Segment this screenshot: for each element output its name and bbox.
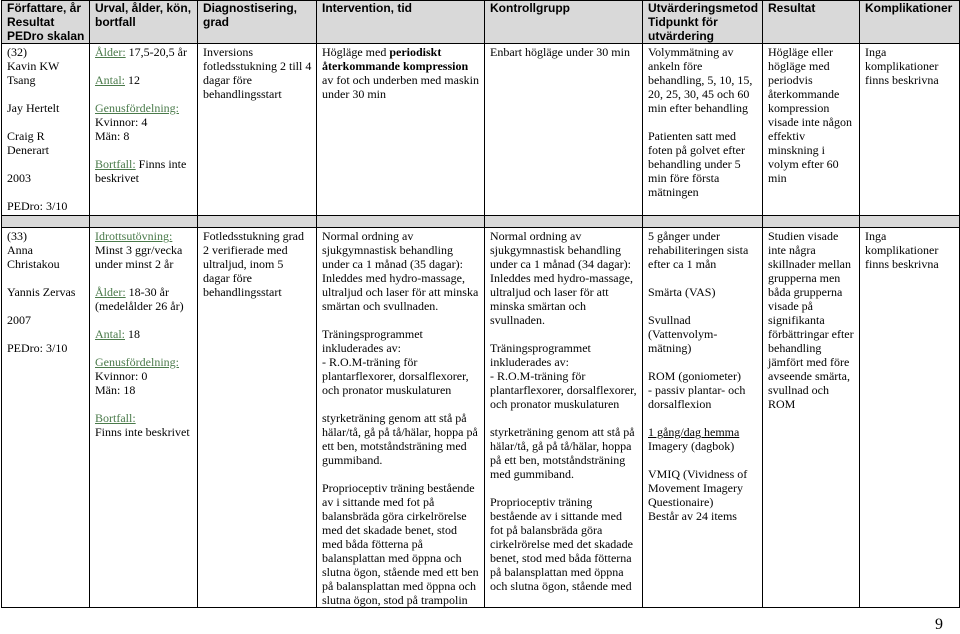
evaluation-cell: 5 gånger under rehabiliteringen sista efter ca 1 mån Smärta (VAS) Svullnad (Vattenvolym-mätning) ROM (goniometer) - passiv plantar- och dorsalflexion 1 gång/dag hemma Imagery (dagbok) VMIQ (Vividness of Movement Imagery Questionaire) Består av 24 items	[643, 228, 763, 608]
diagnosis-cell: Inversions fotledsstukning 2 till 4 dagar före behandlingsstart	[198, 44, 317, 216]
study-row-christakou	[2, 228, 960, 608]
intervention-cell: Normal ordning av sjukgymnastisk behandling under ca 1 månad (35 dagar): Inleddes med hydro-massage, ultraljud och laser för att minska smärtan och svullnaden. Träningsprogrammet inkluderades av: - R.O.M-träning för plantarflexorer, dorsalflexorer, och pronator muskulaturen styrketräning genom att stå på hälar/tå, gå på tå/hälar, hoppa på ett ben, motståndsträning med gummiband. Proprioceptiv träning bestående av i sittande med fot på balansbräda göra cirkelrörelse med det skadade benet, stod med båda fötterna på balansplattan med öppna och slutna ögon, stående med ett ben på balansplattan med öppna och slutna ögon, stod på trampolin	[317, 228, 485, 608]
control-cell: Enbart högläge under 30 min	[485, 44, 643, 216]
header-intervention: Intervention, tid	[317, 1, 485, 44]
sample-cell: Idrottsutövning: Minst 3 ggr/vecka under minst 2 år Ålder: 18-30 år (medelålder 26 år) Antal: 18 Genusfördelning: Kvinnor: 0 Män: 18 Bortfall: Finns inte beskrivet	[90, 228, 198, 608]
complications-cell: Inga komplikationer finns beskrivna	[860, 228, 960, 608]
header-control: Kontrollgrupp	[485, 1, 643, 44]
sample-cell: Ålder: 17,5-20,5 år Antal: 12 Genusfördelning: Kvinnor: 4 Män: 8 Bortfall: Finns inte beskrivet	[90, 44, 198, 216]
evidence-table	[1, 0, 960, 608]
intervention-cell: Högläge med periodiskt återkommande kompression av fot och underben med maskin under 30 min	[317, 44, 485, 216]
control-cell: Normal ordning av sjukgymnastisk behandling under ca 1 månad (34 dagar): Inleddes med hydro-massage, ultraljud och laser för att minska smärtan och svullnaden. Träningsprogrammet inkluderades av: - R.O.M-träning för plantarflexorer, dorsalflexorer, och pronator muskulaturen styrketräning genom att stå på hälar/tå, gå på tå/hälar, hoppa på ett ben, motståndsträning med gummiband. Proprioceptiv träning bestående av i sittande med fot på balansbräda göra cirkelrörelse med det skadade benet, stod med båda fötterna på balansplattan med öppna och slutna ögon, stående med	[485, 228, 643, 608]
result-cell: Studien visade inte några skillnader mellan grupperna men båda grupperna visade på signifikanta förbättringar efter behandling jämfört med före avseende smärta, svullnad och ROM	[763, 228, 860, 608]
header-sample: Urval, ålder, kön, bortfall	[90, 1, 198, 44]
header-diagnosis: Diagnostisering, grad	[198, 1, 317, 44]
complications-cell: Inga komplikationer finns beskrivna	[860, 44, 960, 216]
header-complications: Komplikationer	[860, 1, 960, 44]
page-number: 9	[935, 616, 943, 633]
result-cell: Högläge eller högläge med periodvis återkommande kompression visade inte någon effektiv minskning i volym efter 60 min	[763, 44, 860, 216]
header-author: Författare, år Resultat PEDro skalan	[2, 1, 90, 44]
header-row	[2, 1, 960, 44]
header-result: Resultat	[763, 1, 860, 44]
row-separator	[2, 216, 960, 228]
author-cell: (32) Kavin KW Tsang Jay Hertelt Craig R Denerart 2003 PEDro: 3/10	[2, 44, 90, 216]
author-cell: (33) Anna Christakou Yannis Zervas 2007 PEDro: 3/10	[2, 228, 90, 608]
study-row-tsang	[2, 44, 960, 216]
evaluation-cell: Volymmätning av ankeln före behandling, 5, 10, 15, 20, 25, 30, 45 och 60 min efter behandling Patienten satt med foten på golvet efter behandling under 5 min före första mätningen	[643, 44, 763, 216]
diagnosis-cell: Fotledsstukning grad 2 verifierade med ultraljud, inom 5 dagar före behandlingsstart	[198, 228, 317, 608]
header-evaluation: Utvärderingsmetod Tidpunkt för utvärdering	[643, 1, 763, 44]
